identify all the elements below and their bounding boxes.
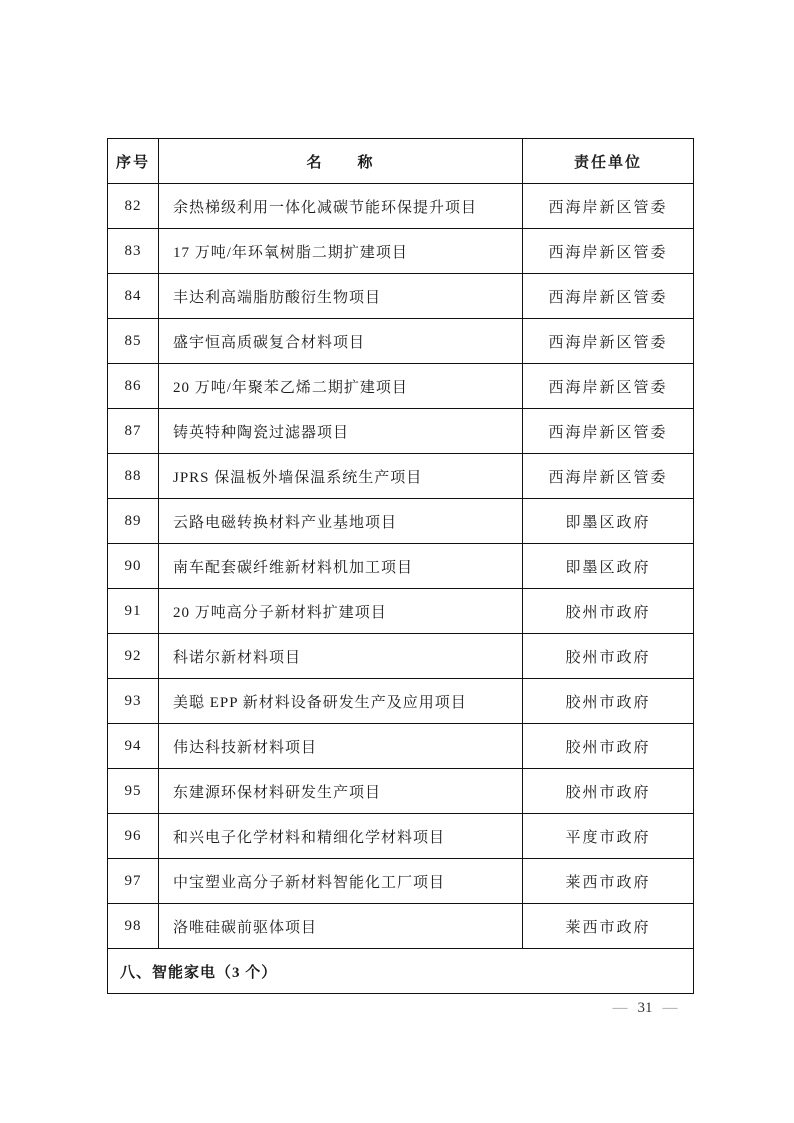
section-row [108, 949, 694, 994]
project-name-cell: 东建源环保材料研发生产项目 [159, 769, 523, 814]
project-name-cell: 20 万吨/年聚苯乙烯二期扩建项目 [159, 364, 523, 409]
project-name-cell: 伟达科技新材料项目 [159, 724, 523, 769]
project-table [107, 138, 694, 994]
table-row [108, 769, 694, 814]
serial-cell: 94 [108, 724, 159, 769]
table-row [108, 274, 694, 319]
responsible-unit-cell: 西海岸新区管委 [523, 274, 694, 319]
page-number-value: 31 [637, 1000, 653, 1016]
responsible-unit-cell: 西海岸新区管委 [523, 454, 694, 499]
project-name-cell: 美聪 EPP 新材料设备研发生产及应用项目 [159, 679, 523, 724]
serial-cell: 82 [108, 184, 159, 229]
responsible-unit-cell: 胶州市政府 [523, 634, 694, 679]
serial-cell: 84 [108, 274, 159, 319]
responsible-unit-cell: 胶州市政府 [523, 724, 694, 769]
column-header-name: 名 称 [159, 139, 523, 184]
responsible-unit-cell: 西海岸新区管委 [523, 364, 694, 409]
serial-cell: 97 [108, 859, 159, 904]
column-header-unit: 责任单位 [523, 139, 694, 184]
serial-cell: 98 [108, 904, 159, 949]
table-row [108, 544, 694, 589]
project-name-cell: 洛唯硅碳前驱体项目 [159, 904, 523, 949]
project-name-cell: 17 万吨/年环氧树脂二期扩建项目 [159, 229, 523, 274]
project-name-cell: 和兴电子化学材料和精细化学材料项目 [159, 814, 523, 859]
serial-cell: 86 [108, 364, 159, 409]
project-name-cell: 盛宇恒高质碳复合材料项目 [159, 319, 523, 364]
table-header [108, 139, 694, 184]
responsible-unit-cell: 胶州市政府 [523, 769, 694, 814]
page-number-dash-right: — [662, 1000, 678, 1016]
project-name-cell: JPRS 保温板外墙保温系统生产项目 [159, 454, 523, 499]
table-row [108, 724, 694, 769]
section-header-smart-appliances: 八、智能家电（3 个） [108, 949, 694, 994]
serial-cell: 88 [108, 454, 159, 499]
responsible-unit-cell: 西海岸新区管委 [523, 409, 694, 454]
table-row [108, 364, 694, 409]
responsible-unit-cell: 西海岸新区管委 [523, 229, 694, 274]
responsible-unit-cell: 即墨区政府 [523, 544, 694, 589]
serial-cell: 90 [108, 544, 159, 589]
table-row [108, 319, 694, 364]
table-footer [108, 949, 694, 994]
responsible-unit-cell: 胶州市政府 [523, 679, 694, 724]
table-body [108, 184, 694, 949]
page-number-dash-left: — [612, 1000, 628, 1016]
responsible-unit-cell: 莱西市政府 [523, 904, 694, 949]
serial-cell: 96 [108, 814, 159, 859]
project-name-cell: 南车配套碳纤维新材料机加工项目 [159, 544, 523, 589]
table-row [108, 859, 694, 904]
table-row [108, 814, 694, 859]
table-row [108, 634, 694, 679]
serial-cell: 85 [108, 319, 159, 364]
responsible-unit-cell: 西海岸新区管委 [523, 184, 694, 229]
table-row [108, 454, 694, 499]
page-number [585, 1000, 705, 1017]
project-name-cell: 20 万吨高分子新材料扩建项目 [159, 589, 523, 634]
table-row [108, 589, 694, 634]
column-header-serial: 序号 [108, 139, 159, 184]
responsible-unit-cell: 平度市政府 [523, 814, 694, 859]
table-row [108, 409, 694, 454]
table-row [108, 229, 694, 274]
serial-cell: 91 [108, 589, 159, 634]
responsible-unit-cell: 西海岸新区管委 [523, 319, 694, 364]
serial-cell: 87 [108, 409, 159, 454]
project-name-cell: 中宝塑业高分子新材料智能化工厂项目 [159, 859, 523, 904]
table-row [108, 184, 694, 229]
project-name-cell: 丰达利高端脂肪酸衍生物项目 [159, 274, 523, 319]
table-row [108, 499, 694, 544]
project-name-cell: 余热梯级利用一体化减碳节能环保提升项目 [159, 184, 523, 229]
serial-cell: 95 [108, 769, 159, 814]
serial-cell: 92 [108, 634, 159, 679]
responsible-unit-cell: 即墨区政府 [523, 499, 694, 544]
project-name-cell: 铸英特种陶瓷过滤器项目 [159, 409, 523, 454]
table-row [108, 904, 694, 949]
table-row [108, 679, 694, 724]
responsible-unit-cell: 莱西市政府 [523, 859, 694, 904]
header-row [108, 139, 694, 184]
responsible-unit-cell: 胶州市政府 [523, 589, 694, 634]
serial-cell: 89 [108, 499, 159, 544]
serial-cell: 93 [108, 679, 159, 724]
project-name-cell: 科诺尔新材料项目 [159, 634, 523, 679]
project-name-cell: 云路电磁转换材料产业基地项目 [159, 499, 523, 544]
serial-cell: 83 [108, 229, 159, 274]
